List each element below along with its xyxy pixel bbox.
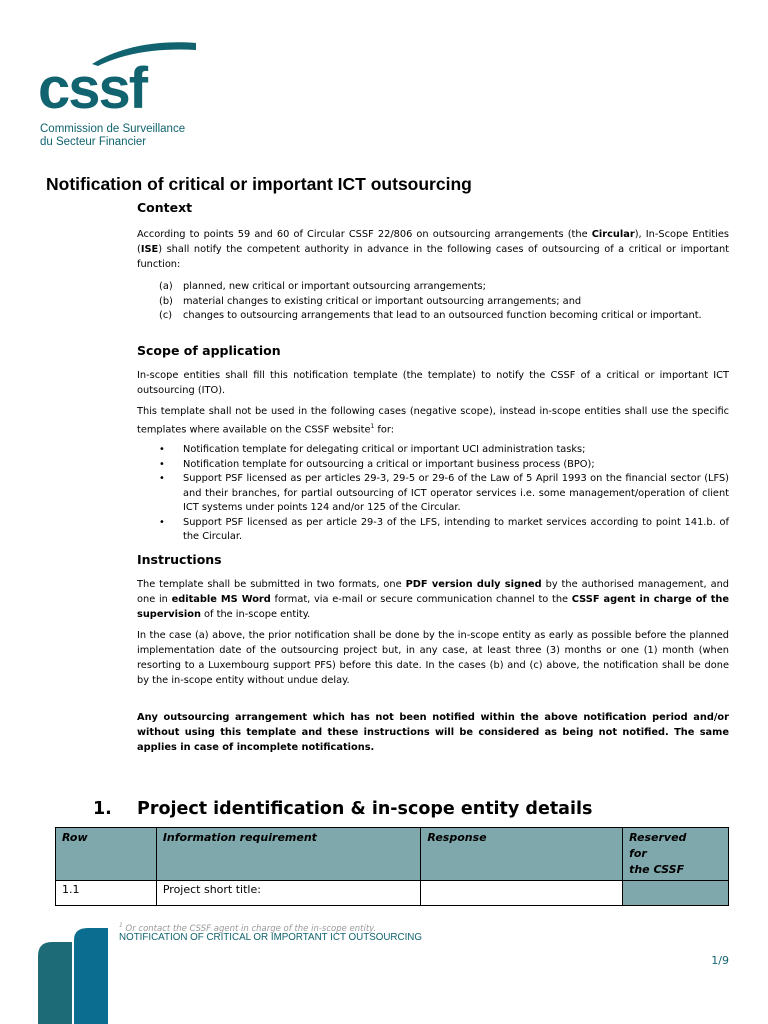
- footer-brand-shape-icon: [38, 928, 110, 1024]
- context-term-ise: ISE: [140, 244, 159, 255]
- row-number-cell: 1.1: [56, 881, 157, 906]
- context-text-2: ), In-Scope Entities (: [137, 229, 729, 255]
- context-section: [137, 200, 729, 324]
- page-number: 1/9: [711, 954, 729, 967]
- instructions-text: of the in-scope entity.: [200, 609, 311, 620]
- list-item-text: changes to outsourcing arrangements that lead to an outsourced function becoming critical or important.: [183, 310, 702, 321]
- context-text-3: ) shall notify the competent authority in advance in the following cases of outsourcing of a critical or important function:: [137, 244, 729, 270]
- reserved-header-word: Reserved: [629, 831, 687, 844]
- reserved-header-word: for: [629, 847, 647, 860]
- list-item-text: material changes to existing critical or important outsourcing arrangements; and: [183, 295, 582, 307]
- list-item-text: Support PSF licensed as per article 29-3 of the LFS, intending to market services according to point 141.b. of the Circular.: [183, 516, 729, 543]
- bullet-icon: •: [159, 516, 165, 528]
- context-paragraph: [137, 227, 729, 272]
- section-1-heading: [93, 797, 592, 821]
- negative-scope-list: [137, 443, 729, 545]
- document-title: Notification of critical or important ICT outsourcing: [46, 174, 472, 194]
- table-row: [56, 881, 729, 906]
- list-item: [137, 516, 729, 545]
- list-item: [137, 295, 729, 310]
- bullet-icon: •: [159, 473, 165, 485]
- scope-section: [137, 343, 729, 545]
- column-header-row: Row: [56, 828, 157, 881]
- logo-subtitle: [40, 123, 185, 149]
- context-heading: Context: [137, 200, 193, 215]
- list-item: [137, 280, 729, 295]
- notification-warning: Any outsourcing arrangement which has not been notified within the above notification period and/or without using this template and these instructions will be considered as being not notified. The same applies in case of incomplete notifications.: [137, 712, 729, 753]
- section-number: 1.: [93, 799, 112, 819]
- instructions-emphasis: PDF version duly signed: [405, 579, 542, 590]
- scope-text: This template shall not be used in the following cases (negative scope), instead in-scope entities shall use the specific templates where available on the CSSF website: [137, 406, 729, 436]
- reserved-header-line2: the CSSF: [629, 863, 685, 876]
- list-item-text: planned, new critical or important outsourcing arrangements;: [183, 281, 486, 292]
- list-marker: (a): [159, 281, 173, 292]
- table-header-row: [56, 828, 729, 881]
- project-identification-table: [55, 827, 729, 906]
- instructions-emphasis: CSSF agent in charge of the supervision: [137, 594, 730, 620]
- list-marker: (b): [159, 295, 173, 307]
- instructions-paragraph-1: [137, 577, 729, 622]
- response-cell[interactable]: [421, 881, 623, 906]
- reserved-cell: [623, 881, 729, 906]
- footnote-text: Or contact the CSSF agent in charge of the in-scope entity.: [122, 923, 377, 934]
- list-item-text: Notification template for delegating critical or important UCI administration tasks;: [183, 444, 586, 456]
- instructions-heading: Instructions: [137, 552, 222, 567]
- column-header-response: Response: [421, 828, 623, 881]
- list-item-text: Notification template for outsourcing a critical or important business process (BPO);: [183, 458, 595, 470]
- context-text-1: According to points 59 and 60 of Circular CSSF 22/806 on outsourcing arrangements (the: [137, 229, 592, 240]
- list-item: [137, 472, 729, 516]
- scope-heading: Scope of application: [137, 343, 281, 358]
- scope-text-end: for:: [374, 424, 395, 436]
- bullet-icon: •: [159, 444, 165, 456]
- instructions-section: [137, 552, 729, 755]
- column-header-information-requirement: Information requirement: [156, 828, 421, 881]
- footer-document-title: NOTIFICATION OF CRITICAL OR IMPORTANT ICT OUTSOURCING: [119, 932, 422, 943]
- footnote-mark: 1: [119, 922, 123, 929]
- scope-paragraph-1: In-scope entities shall fill this notification template (the template) to notify the CSSF of a critical or important ICT outsourcing (ITO).: [137, 370, 729, 396]
- section-title: Project identification & in-scope entity details: [137, 799, 593, 819]
- scope-paragraph-2: [137, 404, 729, 437]
- logo-subtitle-line1: Commission de Surveillance: [40, 123, 186, 135]
- instructions-emphasis: editable MS Word: [171, 594, 271, 605]
- instructions-paragraph-2: In the case (a) above, the prior notification shall be done by the in-scope entity as early as possible before the planned implementation date of the outsourcing project but, in any case, at least three (3) months or one (1) month (when resorting to a Luxembourg support PFS) before this date. In the cases (b) and (c) above, the notification shall be done by the in-scope entity without undue delay.: [137, 630, 729, 686]
- logo-wordmark: cssf: [38, 56, 147, 121]
- list-item-text: Support PSF licensed as per articles 29-3, 29-5 or 29-6 of the Law of 5 April 1993 on the financial sector (LFS) and their branches, for partial outsourcing of ICT operator services i.e. some management/operation of client ICT systems under points 124 and/or 125 of the Circular.: [183, 473, 729, 514]
- requirement-cell: Project short title:: [156, 881, 421, 906]
- list-item: [137, 443, 729, 458]
- cssf-logo: [38, 40, 198, 152]
- footnote-reference: 1: [370, 423, 375, 430]
- instructions-text: The template shall be submitted in two formats, one: [137, 579, 406, 590]
- logo-subtitle-line2: du Secteur Financier: [40, 136, 147, 148]
- bullet-icon: •: [159, 458, 165, 470]
- list-item: [137, 309, 729, 324]
- context-case-list: [137, 280, 729, 324]
- instructions-text: by the authorised management, and one in: [137, 579, 730, 605]
- list-item: [137, 458, 729, 473]
- list-marker: (c): [159, 310, 173, 321]
- instructions-text: format, via e-mail or secure communication channel to the: [270, 594, 572, 605]
- context-term-circular: Circular: [591, 229, 635, 240]
- column-header-reserved: [623, 828, 729, 881]
